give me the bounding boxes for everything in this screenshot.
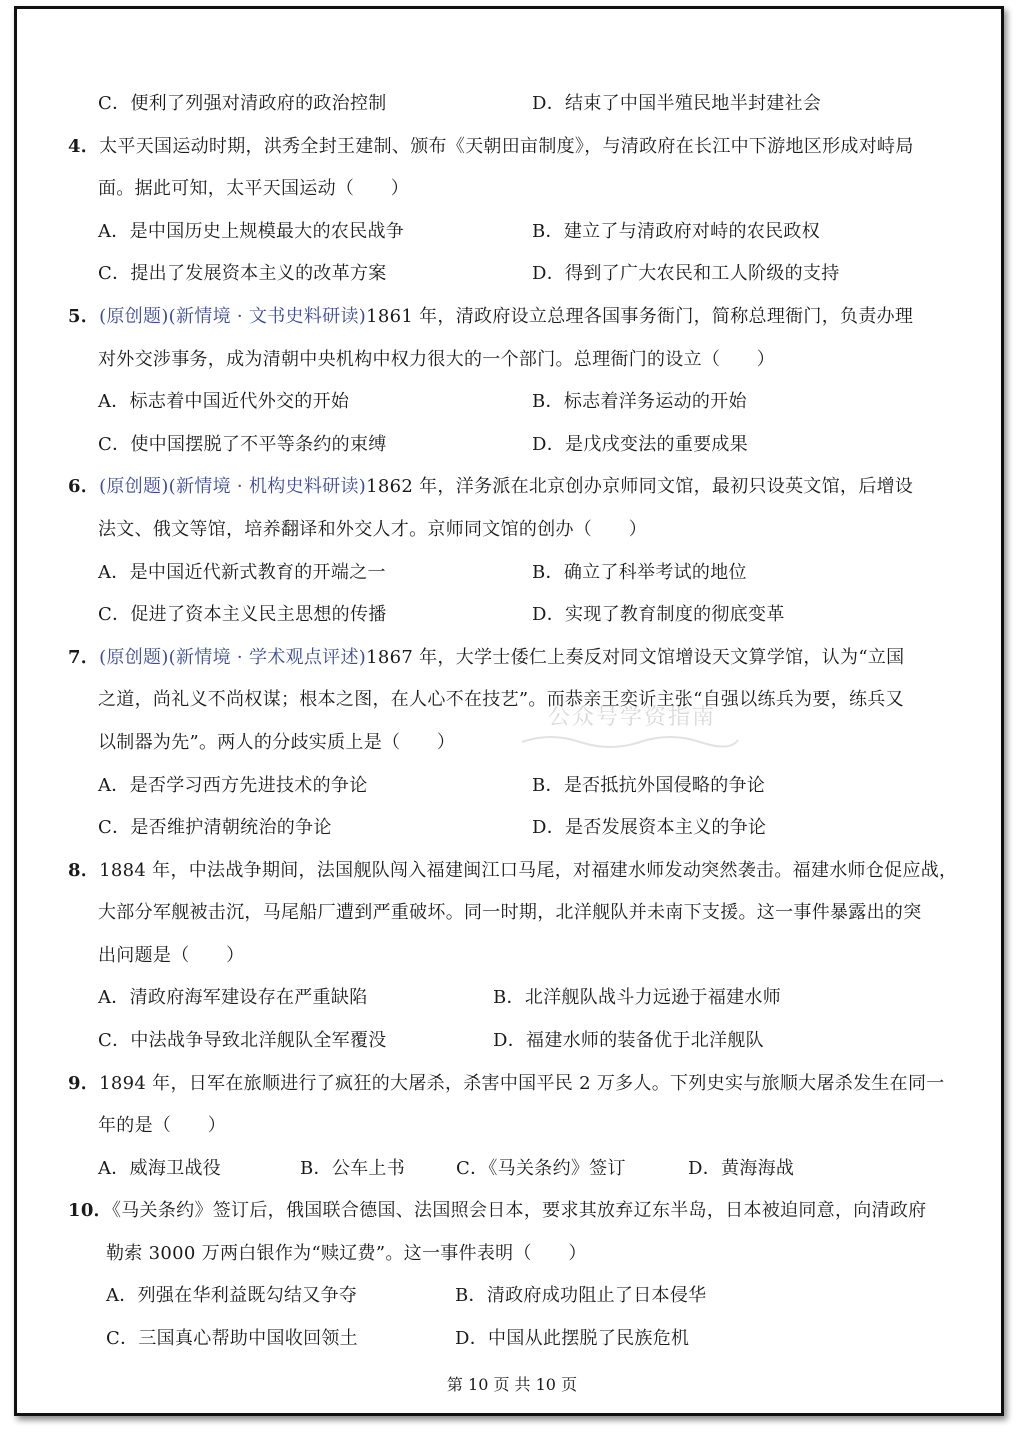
- q8-stem-1: 1884 年，中法战争期间，法国舰队闯入福建闽江口马尾，对福建水师发动突然袭击。福建水师仓促应战，: [99, 860, 958, 881]
- q8-option-a: A．清政府海军建设存在严重缺陷: [98, 987, 368, 1008]
- q6-option-a: A．是中国近代新式教育的开端之一: [98, 562, 386, 583]
- q3-option-c: C．便利了列强对清政府的政治控制: [98, 93, 387, 114]
- q10-number: 10．: [68, 1200, 112, 1221]
- q10-option-c: C．三国真心帮助中国收回领土: [106, 1328, 358, 1349]
- q4-stem-1: 太平天国运动时期，洪秀全封王建制、颁布《天朝田亩制度》，与清政府在长江中下游地区形成对峙局: [99, 136, 914, 157]
- q8-stem-2: 大部分军舰被击沉，马尾船厂遭到严重破坏。同一时期，北洋舰队并未南下支援。这一事件暴露出的突: [98, 902, 922, 923]
- q9-number: 9．: [68, 1073, 100, 1094]
- q5-tag-original: (原创题): [99, 306, 169, 327]
- q6-stem-2: 法文、俄文等馆，培养翻译和外交人才。京师同文馆的创办（ ）: [98, 519, 647, 540]
- q4-number: 4．: [68, 136, 100, 157]
- q8-line1: [68, 859, 957, 883]
- q9-option-b: B．公车上书: [300, 1158, 406, 1179]
- watermark-wave-icon: [520, 728, 740, 758]
- q10-option-d: D．中国从此摆脱了民族危机: [455, 1328, 690, 1349]
- q7-line1: [68, 646, 904, 670]
- q9-option-c: C．《马关条约》签订: [456, 1158, 626, 1179]
- q5-tag-context: (新情境 · 文书史料研读): [168, 306, 367, 327]
- q10-option-b: B．清政府成功阻止了日本侵华: [455, 1285, 707, 1306]
- q8-option-c: C．中法战争导致北洋舰队全军覆没: [98, 1030, 387, 1051]
- q7-stem-2: 之道，尚礼义不尚权谋；根本之图，在人心不在技艺”。而恭亲王奕䜣主张“自强以练兵为要，练兵又: [98, 689, 904, 710]
- q6-line1: [68, 475, 913, 499]
- q5-option-d: D．是戊戌变法的重要成果: [532, 434, 749, 455]
- q8-stem-3: 出问题是（ ）: [98, 945, 245, 966]
- q3-option-d: D．结束了中国半殖民地半封建社会: [532, 93, 822, 114]
- q6-tag-context: (新情境 · 机构史料研读): [168, 476, 367, 497]
- q9-stem-2: 年的是（ ）: [98, 1115, 227, 1136]
- q4-option-c: C．提出了发展资本主义的改革方案: [98, 263, 387, 284]
- q5-stem-1: 1861 年，清政府设立总理各国事务衙门，简称总理衙门，负责办理: [366, 306, 914, 327]
- q7-tag-original: (原创题): [99, 647, 169, 668]
- q9-stem-1: 1894 年，日军在旅顺进行了疯狂的大屠杀，杀害中国平民 2 万多人。下列史实与旅顺大屠杀发生在同一: [99, 1073, 945, 1094]
- q6-option-d: D．实现了教育制度的彻底变革: [532, 604, 785, 625]
- q10-option-a: A．列强在华利益既勾结又争夺: [106, 1285, 358, 1306]
- page-number: 第 10 页 共 10 页: [446, 1375, 578, 1394]
- q7-stem-1: 1867 年，大学士倭仁上奏反对同文馆增设天文算学馆，认为“立国: [366, 647, 905, 668]
- q9-option-a: A．威海卫战役: [98, 1158, 222, 1179]
- q4-line1: [68, 135, 914, 159]
- q7-tag-context: (新情境 · 学术观点评述): [168, 647, 367, 668]
- q9-line1: [68, 1072, 945, 1096]
- q7-number: 7．: [68, 647, 100, 668]
- q6-option-b: B．确立了科举考试的地位: [532, 562, 747, 583]
- q4-option-a: A．是中国历史上规模最大的农民战争: [98, 221, 405, 242]
- q6-number: 6．: [68, 476, 100, 497]
- q8-option-d: D．福建水师的装备优于北洋舰队: [493, 1030, 764, 1051]
- q7-option-b: B．是否抵抗外国侵略的争论: [532, 775, 766, 796]
- q7-option-d: D．是否发展资本主义的争论: [532, 817, 767, 838]
- q6-stem-1: 1862 年，洋务派在北京创办京师同文馆，最初只设英文馆，后增设: [366, 476, 914, 497]
- q10-stem-2: 勒索 3000 万两白银作为“赎辽费”。这一事件表明（ ）: [106, 1243, 587, 1264]
- q4-option-d: D．得到了广大农民和工人阶级的支持: [532, 263, 840, 284]
- q5-option-c: C．使中国摆脱了不平等条约的束缚: [98, 434, 387, 455]
- q5-option-a: A．标志着中国近代外交的开始: [98, 391, 350, 412]
- q5-number: 5．: [68, 306, 100, 327]
- q5-stem-2: 对外交涉事务，成为清朝中央机构中权力很大的一个部门。总理衙门的设立（ ）: [98, 349, 776, 370]
- q9-option-d: D．黄海海战: [688, 1158, 795, 1179]
- q8-number: 8．: [68, 860, 100, 881]
- watermark-text: 公众号学资指南: [548, 705, 717, 730]
- q8-option-b: B．北洋舰队战斗力远逊于福建水师: [493, 987, 782, 1008]
- q10-line1: [68, 1199, 926, 1223]
- q10-stem-1: 《马关条约》签订后，俄国联合德国、法国照会日本，要求其放弃辽东半岛，日本被迫同意，向清政府: [111, 1200, 927, 1221]
- q7-option-a: A．是否学习西方先进技术的争论: [98, 775, 368, 796]
- q6-tag-original: (原创题): [99, 476, 169, 497]
- q7-option-c: C．是否维护清朝统治的争论: [98, 817, 332, 838]
- q4-stem-2: 面。据此可知，太平天国运动（ ）: [98, 178, 410, 199]
- q5-option-b: B．标志着洋务运动的开始: [532, 391, 747, 412]
- q6-option-c: C．促进了资本主义民主思想的传播: [98, 604, 387, 625]
- q4-option-b: B．建立了与清政府对峙的农民政权: [532, 221, 821, 242]
- q5-line1: [68, 305, 913, 329]
- q7-stem-3: 以制器为先”。两人的分歧实质上是（ ）: [98, 732, 456, 753]
